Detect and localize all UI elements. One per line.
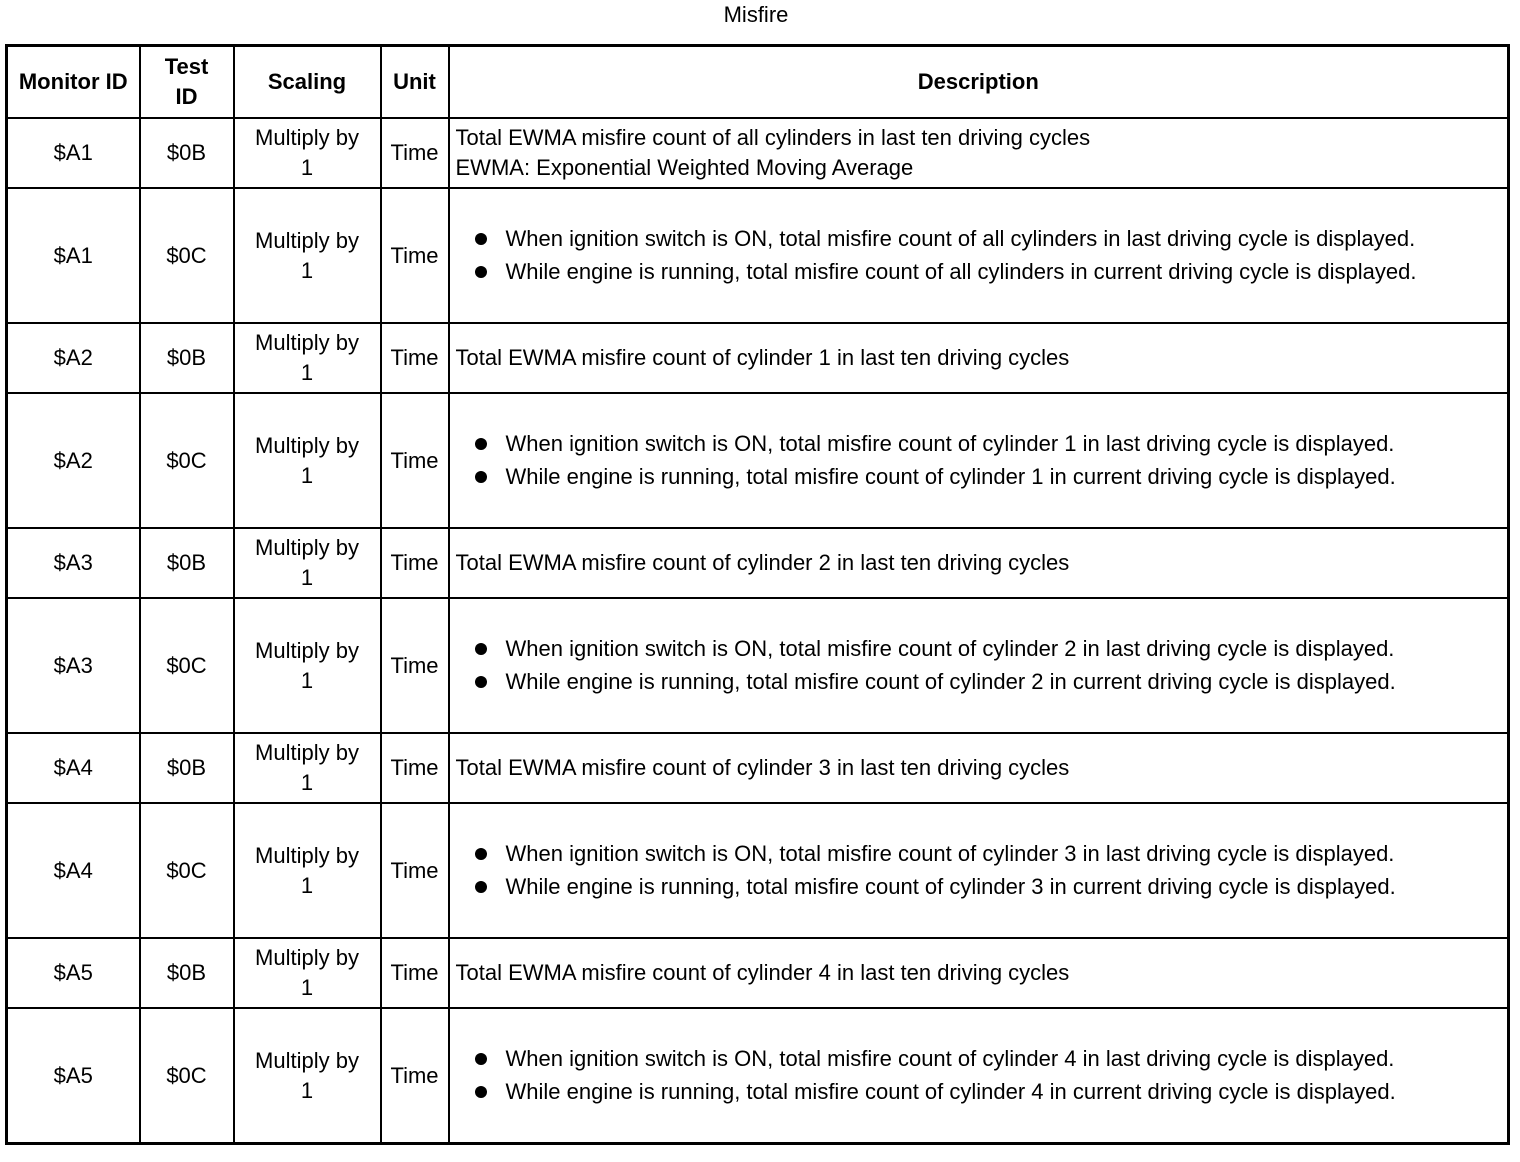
- header-monitor-id: Monitor ID: [7, 46, 140, 119]
- table-row: [7, 1008, 1509, 1144]
- table-row: [7, 938, 1509, 1008]
- table-row: [7, 528, 1509, 598]
- unit-cell: Time: [381, 118, 449, 188]
- description-cell: [449, 323, 1509, 393]
- unit-cell: Time: [381, 803, 449, 938]
- test-id-cell: $0C: [140, 188, 234, 323]
- scaling-cell: Multiply by 1: [234, 118, 381, 188]
- scaling-cell: Multiply by 1: [234, 188, 381, 323]
- monitor-id-cell: $A2: [7, 393, 140, 528]
- description-cell: [449, 733, 1509, 803]
- unit-cell: Time: [381, 188, 449, 323]
- table-row: [7, 118, 1509, 188]
- table-header-row: [7, 46, 1509, 119]
- table-row: [7, 323, 1509, 393]
- monitor-id-cell: $A2: [7, 323, 140, 393]
- monitor-id-cell: $A5: [7, 1008, 140, 1144]
- test-id-cell: $0B: [140, 938, 234, 1008]
- bullet-item: While engine is running, total misfire count of cylinder 2 in current driving cycle is displayed.: [506, 667, 1502, 697]
- unit-cell: Time: [381, 323, 449, 393]
- unit-cell: Time: [381, 528, 449, 598]
- scaling-cell: Multiply by 1: [234, 938, 381, 1008]
- scaling-cell: Multiply by 1: [234, 1008, 381, 1144]
- monitor-id-cell: $A3: [7, 598, 140, 733]
- test-id-cell: $0C: [140, 803, 234, 938]
- bullet-list: [456, 1044, 1502, 1107]
- bullet-item: While engine is running, total misfire count of cylinder 1 in current driving cycle is displayed.: [506, 462, 1502, 492]
- description-line: Total EWMA misfire count of cylinder 1 in last ten driving cycles: [455, 345, 1070, 370]
- monitor-id-cell: $A3: [7, 528, 140, 598]
- test-id-cell: $0C: [140, 598, 234, 733]
- monitor-id-cell: $A1: [7, 188, 140, 323]
- description-line: Total EWMA misfire count of all cylinders in last ten driving cycles: [455, 125, 1091, 150]
- bullet-item: While engine is running, total misfire count of cylinder 4 in current driving cycle is displayed.: [506, 1077, 1502, 1107]
- header-description: Description: [449, 46, 1509, 119]
- monitor-id-cell: $A4: [7, 803, 140, 938]
- bullet-item: When ignition switch is ON, total misfire count of all cylinders in last driving cycle is displayed.: [506, 224, 1502, 254]
- scaling-cell: Multiply by 1: [234, 598, 381, 733]
- monitor-id-cell: $A5: [7, 938, 140, 1008]
- table-body: [7, 118, 1509, 1144]
- table-row: [7, 733, 1509, 803]
- table-row: [7, 393, 1509, 528]
- table-row: [7, 598, 1509, 733]
- test-id-cell: $0B: [140, 118, 234, 188]
- unit-cell: Time: [381, 393, 449, 528]
- table-row: [7, 188, 1509, 323]
- description-line: Total EWMA misfire count of cylinder 2 in last ten driving cycles: [455, 550, 1070, 575]
- header-scaling: Scaling: [234, 46, 381, 119]
- description-cell: [449, 938, 1509, 1008]
- description-cell: [449, 393, 1509, 528]
- scaling-cell: Multiply by 1: [234, 323, 381, 393]
- unit-cell: Time: [381, 733, 449, 803]
- description-line: Total EWMA misfire count of cylinder 3 in last ten driving cycles: [455, 755, 1070, 780]
- bullet-list: [456, 429, 1502, 492]
- description-line: Total EWMA misfire count of cylinder 4 in last ten driving cycles: [455, 960, 1070, 985]
- description-cell: [449, 188, 1509, 323]
- description-cell: [449, 803, 1509, 938]
- bullet-item: When ignition switch is ON, total misfire count of cylinder 3 in last driving cycle is displayed.: [506, 839, 1502, 869]
- description-cell: [449, 1008, 1509, 1144]
- page-title: Misfire: [723, 2, 789, 27]
- bullet-item: When ignition switch is ON, total misfire count of cylinder 1 in last driving cycle is displayed.: [506, 429, 1502, 459]
- test-id-cell: $0C: [140, 1008, 234, 1144]
- bullet-list: [456, 839, 1502, 902]
- monitor-id-cell: $A4: [7, 733, 140, 803]
- description-cell: [449, 598, 1509, 733]
- bullet-item: When ignition switch is ON, total misfire count of cylinder 4 in last driving cycle is displayed.: [506, 1044, 1502, 1074]
- header-test-id: Test ID: [140, 46, 234, 119]
- description-cell: [449, 118, 1509, 188]
- monitor-id-cell: $A1: [7, 118, 140, 188]
- scaling-cell: Multiply by 1: [234, 733, 381, 803]
- test-id-cell: $0B: [140, 323, 234, 393]
- bullet-item: While engine is running, total misfire count of cylinder 3 in current driving cycle is displayed.: [506, 872, 1502, 902]
- bullet-list: [456, 224, 1502, 287]
- scaling-cell: Multiply by 1: [234, 528, 381, 598]
- test-id-cell: $0C: [140, 393, 234, 528]
- scaling-cell: Multiply by 1: [234, 803, 381, 938]
- scaling-cell: Multiply by 1: [234, 393, 381, 528]
- description-cell: [449, 528, 1509, 598]
- misfire-table: [5, 44, 1510, 1145]
- header-unit: Unit: [381, 46, 449, 119]
- table-row: [7, 803, 1509, 938]
- description-line: EWMA: Exponential Weighted Moving Average: [455, 155, 914, 180]
- bullet-list: [456, 634, 1502, 697]
- test-id-cell: $0B: [140, 733, 234, 803]
- bullet-item: When ignition switch is ON, total misfire count of cylinder 2 in last driving cycle is displayed.: [506, 634, 1502, 664]
- unit-cell: Time: [381, 1008, 449, 1144]
- bullet-item: While engine is running, total misfire count of all cylinders in current driving cycle is displayed.: [506, 257, 1502, 287]
- unit-cell: Time: [381, 598, 449, 733]
- unit-cell: Time: [381, 938, 449, 1008]
- test-id-cell: $0B: [140, 528, 234, 598]
